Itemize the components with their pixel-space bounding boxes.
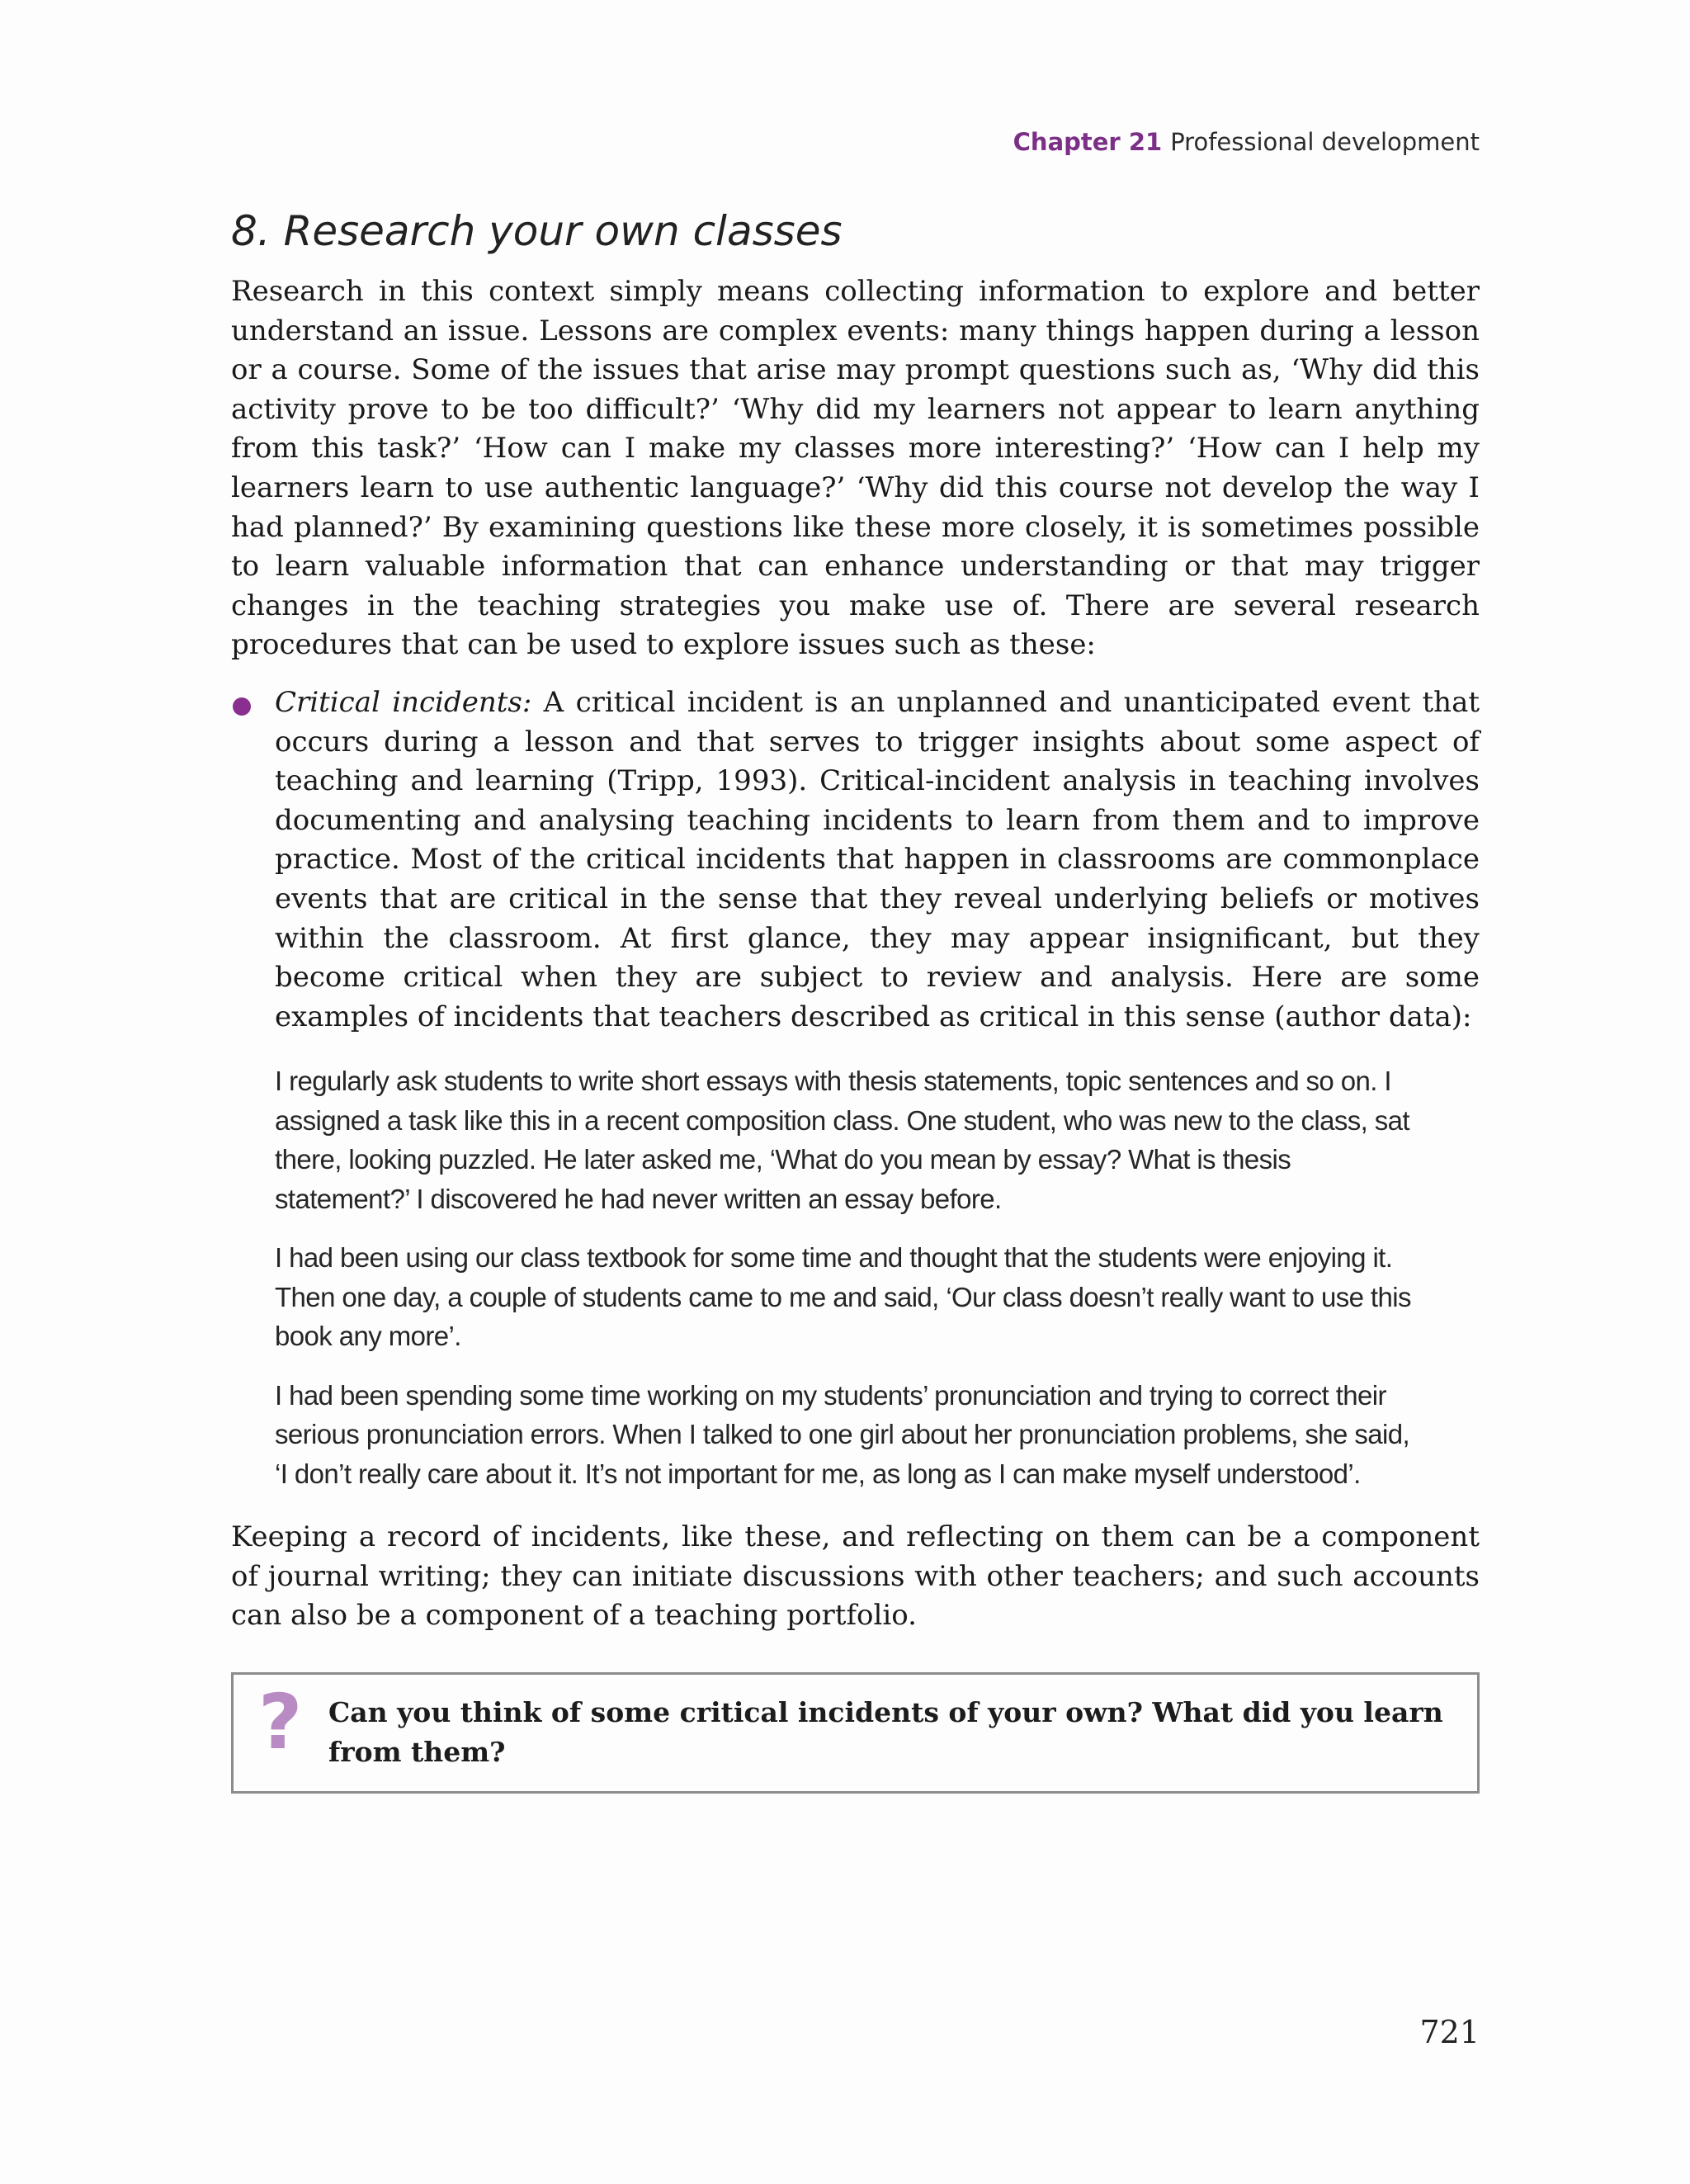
bullet-text: A critical incident is an unplanned and unanticipated event that occurs during a lesson and that serves to trigger insights about some aspect of teaching and learning (Tripp, 1993). Critical-incident analysis in teaching involves documenting and analysing teaching incidents to learn from them and to improve practice. Most of the critical incidents that happen in classrooms are commonplace events that are critical in the sense that they reveal underlying beliefs or motives within the classroom. At first glance, they may appear insignificant, but they become critical when they are subject to review and analysis. Here are some examples of incidents that teachers described as critical in this sense (author data): — [275, 685, 1480, 1033]
incident-quote: I had been spending some time working on my students’ pronunciation and trying to correct their serious pronunciation errors. When I talked to one girl about her pronunciation problems, she said, ‘I don’t really care about it. It’s not important for me, as long as I can make myself understood’. — [275, 1379, 1410, 1489]
incident-quote: I had been using our class textbook for some time and thought that the students were enjoying it. Then one day, a couple of students came to me and said, ‘Our class doesn’t really want to use this book any more’. — [275, 1242, 1411, 1352]
reflection-question-box — [231, 1672, 1480, 1794]
bullet-lead: Critical incidents: — [275, 685, 532, 719]
running-head — [1013, 128, 1480, 156]
incident-quote: I regularly ask students to write short essays with thesis statements, topic sentences and so on. I assigned a task like this in a recent composition class. One student, who was new to the class, sat there, looking puzzled. He later asked me, ‘What do you mean by essay? What is thesis statement?’ I discovered he had never written an essay before. — [275, 1066, 1409, 1214]
section-title: 8. Research your own classes — [231, 207, 843, 255]
bullet-dot-icon — [233, 697, 251, 716]
bullet-item-critical-incidents — [231, 683, 1480, 1037]
running-head-chapter: Chapter 21 — [1013, 128, 1163, 156]
follow-up-paragraph: Keeping a record of incidents, like these, and reflecting on them can be a component of journal writing; they can initiate discussions with other teachers; and such accounts can also be a component of a teaching portfolio. — [231, 1520, 1480, 1633]
running-head-title: Professional development — [1170, 128, 1480, 156]
question-mark-icon: ? — [258, 1678, 303, 1767]
intro-paragraph: Research in this context simply means collecting information to explore and better understand an issue. Lessons are complex events: many things happen during a lesson or a course. Some of the issues that arise may prompt questions such as, ‘Why did this activity prove to be too difficult?’ ‘Why did my learners not appear to learn anything from this task?’ ‘How can I make my classes more interesting?’ ‘How can I help my learners learn to use authentic language?’ ‘Why did this course not develop the way I had planned?’ By examining questions like these more closely, it is sometimes possible to learn valuable information that can enhance understanding or that may trigger changes in the teaching strategies you make use of. There are several research procedures that can be used to explore issues such as these: — [231, 275, 1480, 662]
page-content — [231, 206, 1480, 1794]
page-number: 721 — [1419, 2014, 1480, 2050]
incident-examples — [275, 1061, 1411, 1493]
reflection-question-text: Can you think of some critical incidents of your own? What did you learn from them? — [328, 1696, 1443, 1768]
